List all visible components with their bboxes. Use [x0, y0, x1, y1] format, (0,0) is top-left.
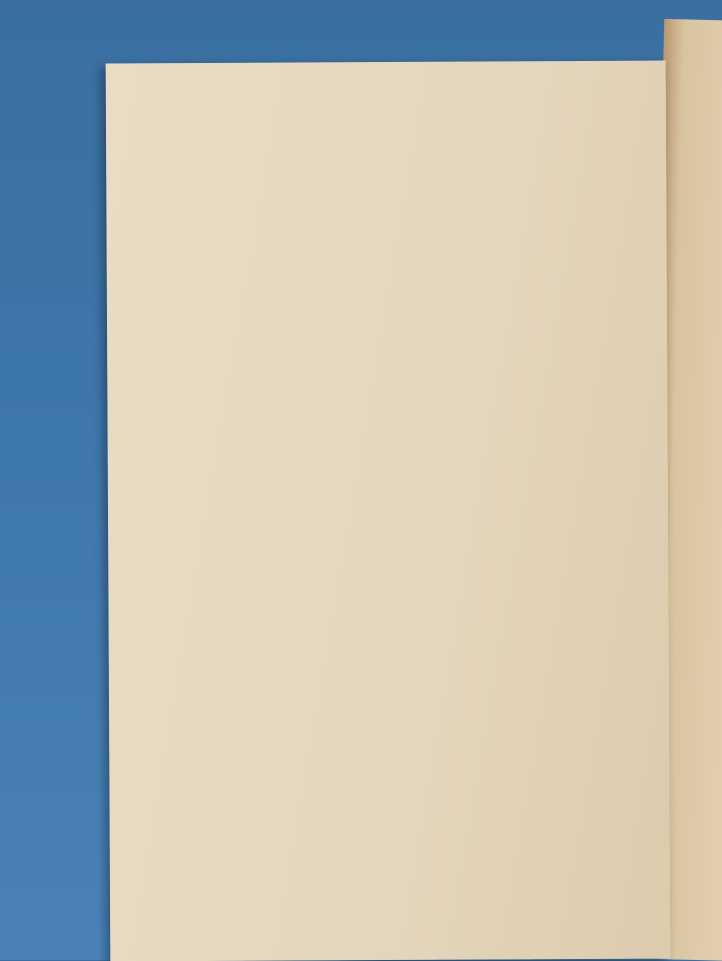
book-page — [106, 61, 671, 961]
first-part-tail — [106, 61, 666, 64]
table-of-contents — [106, 61, 666, 64]
